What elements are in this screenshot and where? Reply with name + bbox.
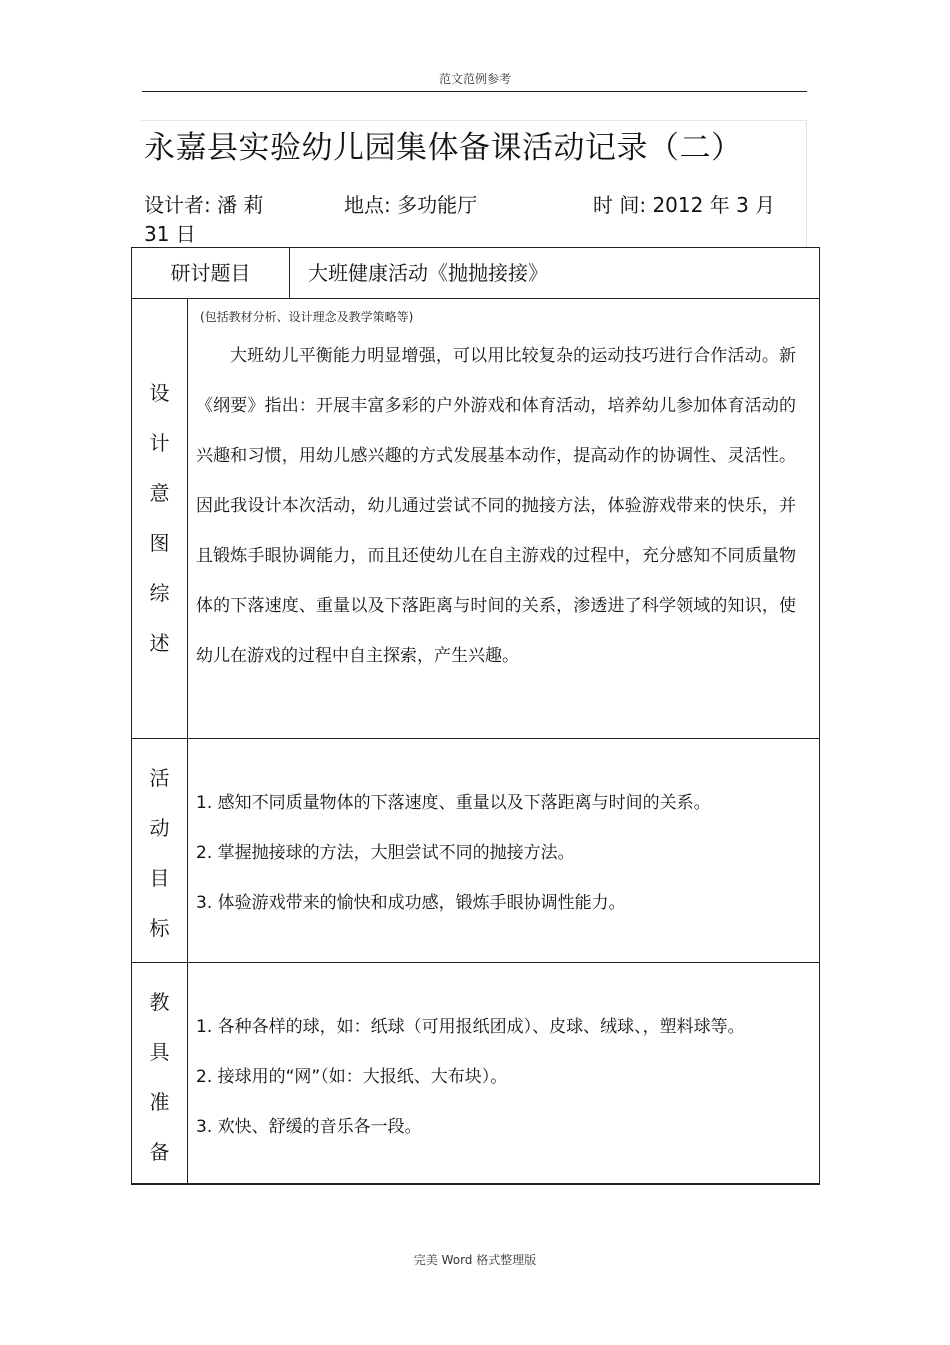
lesson-table [131,247,820,1185]
designer-field: 设计者: 潘 莉 [144,193,264,217]
topic-label: 研讨题目 [170,261,251,285]
location-field: 地点: 多功能厅 [344,193,478,217]
list-item: 3. 体验游戏带来的愉快和成功感，锻炼手眼协调性能力。 [196,893,626,913]
list-item: 2. 接球用的“网”（如：大报纸、大布块）。 [196,1067,508,1087]
row-divider [132,298,819,299]
col-divider [289,248,290,298]
list-item: 2. 掌握抛接球的方法，大胆尝试不同的抛接方法。 [196,843,575,863]
intent-note: (包括教材分析、设计理念及教学策略等) [200,310,414,324]
intent-label: 设 计 意 图 综 述 [149,381,170,655]
row-divider [132,962,819,963]
goals-label: 活 动 目 标 [149,766,170,940]
document-title: 永嘉县实验幼儿园集体备课活动记录（二） [144,130,743,166]
materials-label: 教 具 准 备 [149,990,170,1164]
date-continuation: 31 日 [144,222,196,246]
materials-list [196,1002,806,1152]
intent-text: 大班幼儿平衡能力明显增强，可以用比较复杂的运动技巧进行合作活动。新《纲要》指出：开展丰富多彩的户外游戏和体育活动，培养幼儿参加体育活动的兴趣和习惯，用幼儿感兴趣的方式发展基本动作，提高动作的协调性、灵活性。因此我设计本次活动，幼儿通过尝试不同的抛接方法，体验游戏带来的快乐，并且锻炼手眼协调能力，而且还使幼儿在自主游戏的过程中，充分感知不同质量物体的下落速度、重量以及下落距离与时间的关系，渗透进了科学领域的知识，使幼儿在游戏的过程中自主探索，产生兴趣。 [196,346,796,666]
list-item: 1. 感知不同质量物体的下落速度、重量以及下落距离与时间的关系。 [196,793,711,813]
list-item: 3. 欢快、舒缓的音乐各一段。 [196,1117,422,1137]
page-footer: 完美 Word 格式整理版 [413,1253,537,1267]
list-item: 1. 各种各样的球，如：纸球（可用报纸团成）、皮球、绒球、，塑料球等。 [196,1017,745,1037]
time-field: 时 间: 2012 年 3 月 [593,193,776,217]
row-divider [132,738,819,739]
header-rule [142,91,807,92]
goals-list [196,778,806,928]
page-header: 范文范例参考 [438,72,511,86]
topic-value: 大班健康活动《抛抛接接》 [308,261,548,285]
col-divider [187,298,188,1184]
